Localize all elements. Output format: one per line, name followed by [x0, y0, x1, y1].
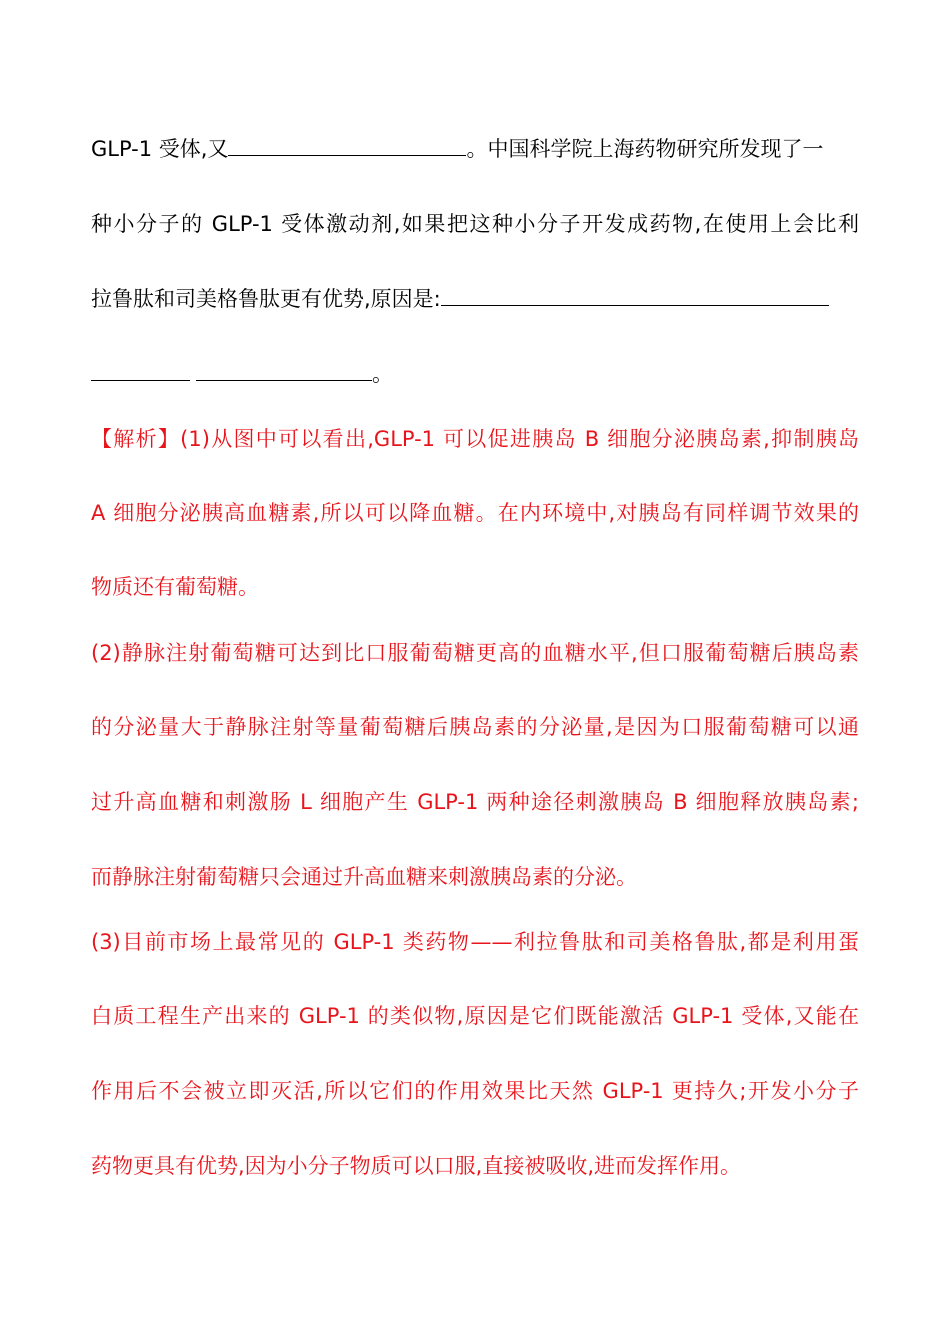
- answer-blank[interactable]: [228, 135, 466, 156]
- analysis-p3-line-4: 药物更具有优势,因为小分子物质可以口服,直接被吸收,进而发挥作用。: [91, 1154, 742, 1178]
- answer-blank[interactable]: [196, 360, 372, 381]
- question-line-3: [91, 285, 859, 313]
- analysis-p2-line-4: 而静脉注射葡萄糖只会通过升高血糖来刺激胰岛素的分泌。: [91, 865, 637, 889]
- analysis-p1-line-2: A 细胞分泌胰高血糖素,所以可以降血糖。在内环境中,对胰岛有同样调节效果的: [91, 501, 859, 525]
- question-text: 。中国科学院上海药物研究所发现了一: [466, 137, 824, 161]
- analysis-tag: 【解析】: [91, 427, 181, 451]
- analysis-text: (1)从图中可以看出,GLP-1 可以促进胰岛 B 细胞分泌胰岛素,抑制胰岛: [180, 427, 859, 451]
- answer-blank[interactable]: [441, 285, 829, 306]
- analysis-p2-line-1: (2)静脉注射葡萄糖可达到比口服葡萄糖更高的血糖水平,但口服葡萄糖后胰岛素: [91, 641, 859, 665]
- question-line-1: [91, 135, 859, 163]
- answer-blank[interactable]: [91, 360, 190, 381]
- analysis-p2-line-3: 过升高血糖和刺激肠 L 细胞产生 GLP-1 两种途径刺激胰岛 B 细胞释放胰岛素;: [91, 790, 859, 814]
- question-text: 。: [372, 362, 393, 386]
- analysis-p3-line-2: 白质工程生产出来的 GLP-1 的类似物,原因是它们既能激活 GLP-1 受体,又能在: [91, 1004, 859, 1028]
- analysis-p3-line-1: (3)目前市场上最常见的 GLP-1 类药物——利拉鲁肽和司美格鲁肽,都是利用蛋: [91, 930, 859, 954]
- question-line-4: [91, 360, 859, 388]
- question-text: GLP-1 受体,又: [91, 137, 229, 161]
- question-text: 拉鲁肽和司美格鲁肽更有优势,原因是:: [91, 287, 441, 311]
- analysis-p2-line-2: 的分泌量大于静脉注射等量葡萄糖后胰岛素的分泌量,是因为口服葡萄糖可以通: [91, 715, 859, 739]
- analysis-p3-line-3: 作用后不会被立即灭活,所以它们的作用效果比天然 GLP-1 更持久;开发小分子: [91, 1079, 859, 1103]
- question-line-2: 种小分子的 GLP-1 受体激动剂,如果把这种小分子开发成药物,在使用上会比利: [91, 212, 859, 236]
- analysis-p1-line-1: [91, 425, 859, 453]
- analysis-p1-line-3: 物质还有葡萄糖。: [91, 575, 259, 599]
